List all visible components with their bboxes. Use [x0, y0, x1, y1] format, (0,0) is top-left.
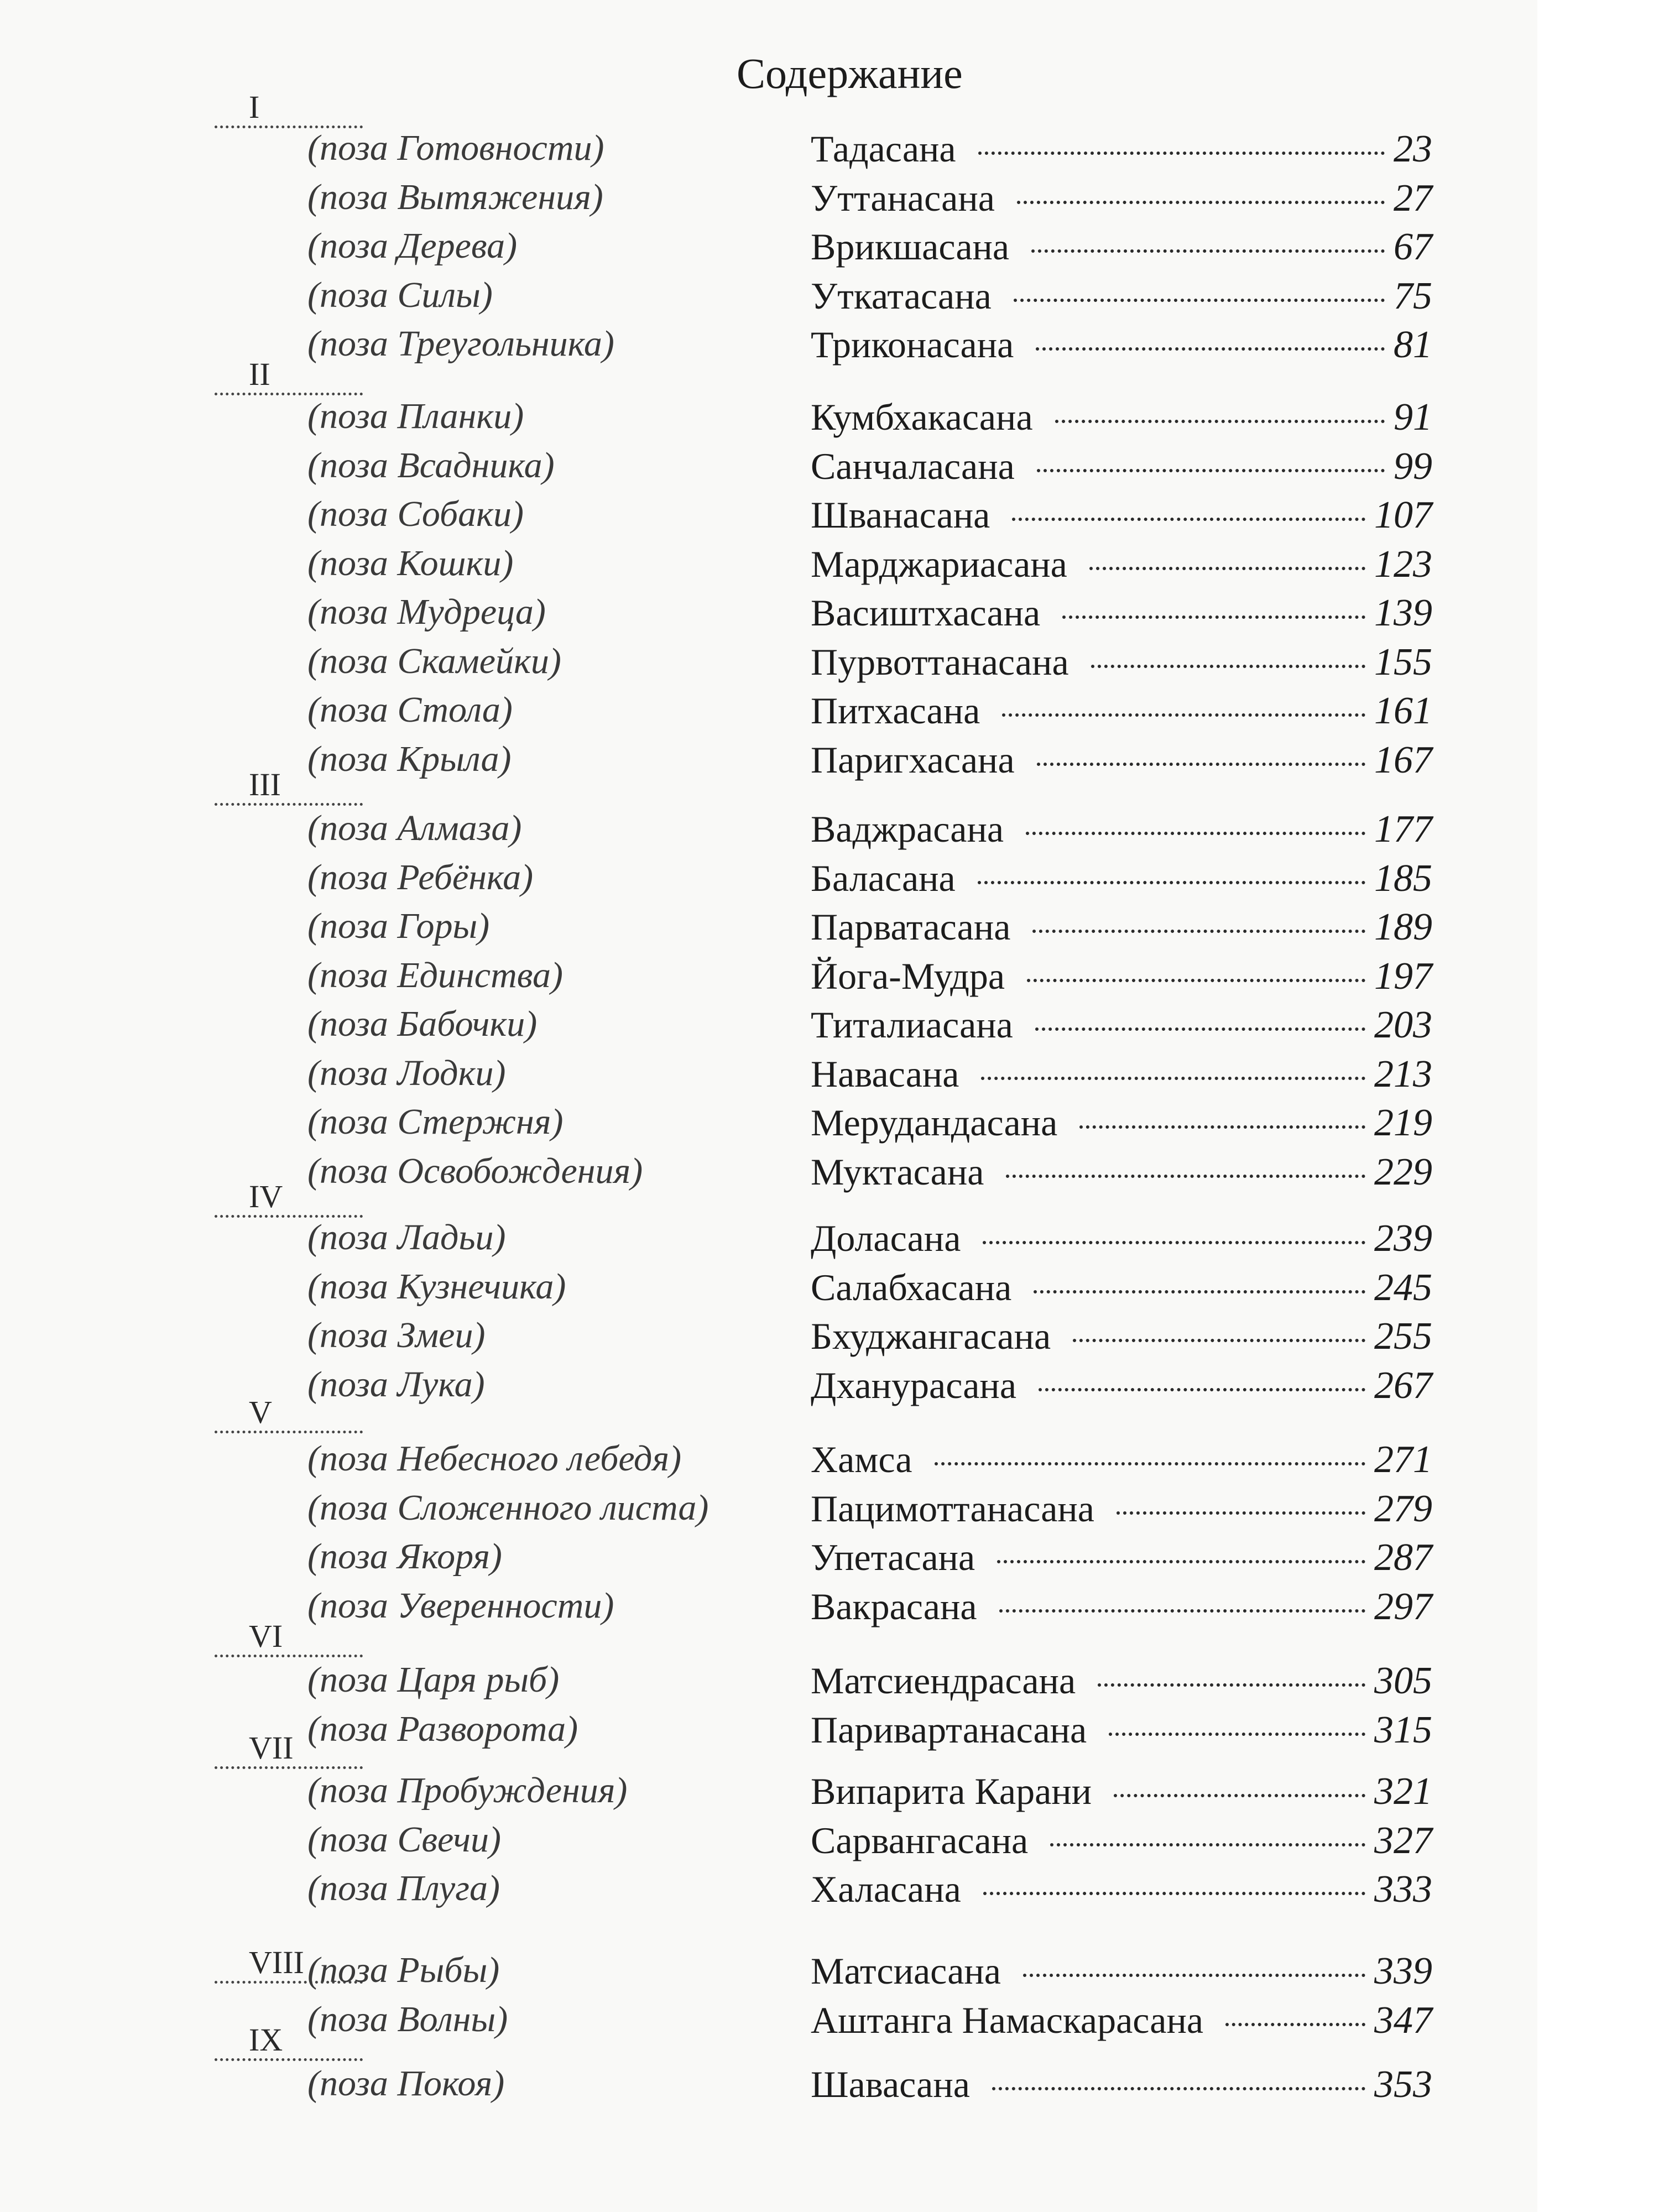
- section-heading: [215, 1620, 363, 1657]
- asana-name: Матсиасана: [811, 1950, 1001, 1992]
- toc-entry[interactable]: [0, 1314, 1537, 1363]
- asana-name: Мерудандасана: [811, 1102, 1058, 1144]
- section-number: VIII: [249, 1944, 304, 1980]
- asana-name: Доласана: [811, 1217, 961, 1259]
- pose-name: (поза Всадника): [307, 445, 555, 486]
- pose-name: (поза Скамейки): [307, 640, 561, 681]
- asana-name: Паригхасана: [811, 738, 1015, 781]
- dot-leader: [1002, 713, 1365, 717]
- page-number: 327: [1374, 1819, 1432, 1862]
- toc-entry[interactable]: [0, 591, 1537, 640]
- page-number: 297: [1374, 1585, 1432, 1628]
- pose-name: (поза Единства): [307, 954, 563, 995]
- pose-name: (поза Сложенного листа): [307, 1487, 709, 1528]
- toc-entry[interactable]: [0, 954, 1537, 1003]
- dot-leader: [1027, 979, 1365, 982]
- page-number: 229: [1374, 1150, 1432, 1193]
- pose-name: (поза Готовности): [307, 128, 604, 168]
- asana-name: Хамса: [811, 1438, 912, 1480]
- page-number: 99: [1394, 445, 1432, 488]
- dot-leader: [992, 2087, 1365, 2090]
- page-number: 91: [1394, 396, 1432, 439]
- page-number: 271: [1374, 1438, 1432, 1481]
- asana-name: Паривартанасана: [811, 1708, 1087, 1751]
- asana-name: Ваджрасана: [811, 808, 1004, 850]
- toc-entry[interactable]: [0, 689, 1537, 738]
- asana-name: Шванасана: [811, 494, 990, 536]
- asana-name: Вакрасана: [811, 1585, 977, 1627]
- section-number: VII: [249, 1730, 294, 1766]
- asana-name: Матсиендрасана: [811, 1660, 1076, 1702]
- pose-name: (поза Ребёнка): [307, 857, 534, 898]
- dot-leader: [1026, 832, 1365, 835]
- toc-entry[interactable]: [0, 1536, 1537, 1584]
- page-number: 161: [1374, 690, 1432, 732]
- pose-name: (поза Уверенности): [307, 1585, 614, 1626]
- asana-name: Титалиасана: [811, 1004, 1013, 1046]
- page-number: 189: [1374, 906, 1432, 948]
- toc-entry[interactable]: [0, 176, 1537, 225]
- toc-entry[interactable]: [0, 127, 1537, 176]
- toc-entry[interactable]: [0, 857, 1537, 905]
- toc-entry[interactable]: [0, 493, 1537, 542]
- page-number: 339: [1374, 1950, 1432, 1992]
- pose-name: (поза Собаки): [307, 494, 524, 534]
- dot-leader: [1037, 763, 1365, 766]
- dot-leader: [1225, 2023, 1365, 2026]
- toc-entry[interactable]: [0, 1659, 1537, 1708]
- toc-entry[interactable]: [0, 1003, 1537, 1052]
- pose-name: (поза Мудреца): [307, 592, 546, 632]
- page-number: 185: [1374, 857, 1432, 900]
- dot-leader: [1073, 1339, 1365, 1342]
- section-heading: [215, 766, 363, 806]
- dot-leader: [1117, 1511, 1365, 1515]
- dot-leader: [1039, 1388, 1365, 1391]
- asana-name: Пурвоттанасана: [811, 640, 1069, 683]
- toc-entry[interactable]: [0, 1770, 1537, 1818]
- asana-name: Марджариасана: [811, 542, 1067, 585]
- dot-leader: [1012, 518, 1365, 521]
- pose-name: (поза Вытяжения): [307, 176, 603, 217]
- pose-name: (поза Ладьи): [307, 1217, 506, 1258]
- toc-entry[interactable]: [0, 395, 1537, 444]
- dot-leader: [1035, 1027, 1365, 1031]
- asana-name: Бхуджангасана: [811, 1315, 1051, 1357]
- section-number: II: [249, 356, 270, 392]
- page-number: 81: [1394, 324, 1432, 366]
- pose-name: (поза Стержня): [307, 1102, 564, 1142]
- page-number: 75: [1394, 274, 1432, 317]
- pose-name: (поза Кузнечика): [307, 1266, 566, 1307]
- toc-entry[interactable]: [0, 640, 1537, 689]
- page-number: 139: [1374, 592, 1432, 634]
- pose-name: (поза Силы): [307, 274, 493, 315]
- dot-leader: [1036, 347, 1385, 351]
- dot-leader: [1034, 1290, 1365, 1293]
- pose-name: (поза Планки): [307, 396, 524, 436]
- pose-name: (поза Разворота): [307, 1708, 578, 1749]
- section-dotted-rule: [215, 1655, 363, 1657]
- toc-entry[interactable]: [0, 445, 1537, 493]
- pose-name: (поза Дерева): [307, 226, 518, 266]
- page-number: 245: [1374, 1266, 1432, 1309]
- dot-leader: [1089, 567, 1365, 570]
- toc-entry[interactable]: [0, 1944, 1537, 1998]
- dot-leader: [1023, 1974, 1365, 1977]
- pose-name: (поза Змеи): [307, 1315, 486, 1355]
- asana-name: Аштанга Намаскарасана: [811, 1999, 1204, 2041]
- pose-name: (поза Пробуждения): [307, 1770, 628, 1811]
- pose-name: (поза Треугольника): [307, 324, 614, 364]
- dot-leader: [981, 1077, 1365, 1080]
- page-number: 27: [1394, 176, 1432, 220]
- asana-name: Тадасана: [811, 128, 956, 170]
- section-dotted-rule: [215, 1431, 363, 1433]
- dot-leader: [1031, 249, 1385, 253]
- asana-name: Пацимоттанасана: [811, 1487, 1094, 1530]
- page-title: Содержание: [737, 49, 963, 97]
- pose-name: (поза Лодки): [307, 1052, 506, 1093]
- asana-name: Уткатасана: [811, 274, 992, 317]
- toc-entry[interactable]: [0, 1867, 1537, 1916]
- page-number: 219: [1374, 1102, 1432, 1144]
- section-heading: [215, 358, 363, 395]
- dot-leader: [1091, 665, 1365, 668]
- section-heading: [215, 1732, 363, 1769]
- page-number: 213: [1374, 1052, 1432, 1095]
- toc-entry[interactable]: [0, 1438, 1537, 1486]
- section-heading: [215, 1396, 363, 1433]
- pose-name: (поза Алмаза): [307, 808, 522, 848]
- pose-name: (поза Волны): [307, 1999, 508, 2039]
- asana-name: Навасана: [811, 1052, 959, 1095]
- pose-name: (поза Плуга): [307, 1868, 500, 1908]
- page-number: 279: [1374, 1487, 1432, 1530]
- page-number: 353: [1374, 2063, 1432, 2106]
- section-number: VI: [249, 1618, 283, 1654]
- asana-name: Дханурасана: [811, 1364, 1017, 1406]
- toc-entry[interactable]: [0, 225, 1537, 274]
- dot-leader: [935, 1462, 1365, 1465]
- page-number: 23: [1394, 128, 1432, 170]
- pose-name: (поза Бабочки): [307, 1004, 538, 1044]
- asana-name: Парватасана: [811, 906, 1011, 948]
- asana-name: Питхасана: [811, 690, 980, 732]
- toc-entry[interactable]: [0, 274, 1537, 323]
- toc-entry[interactable]: [0, 1217, 1537, 1265]
- toc-entry[interactable]: [0, 542, 1537, 591]
- asana-name: Шавасана: [811, 2063, 970, 2105]
- pose-name: (поза Небесного лебедя): [307, 1438, 682, 1479]
- dot-leader: [1017, 201, 1385, 204]
- page-number: 203: [1374, 1004, 1432, 1046]
- page-number: 67: [1394, 226, 1432, 268]
- dot-leader: [983, 1892, 1365, 1895]
- section-heading: [215, 91, 363, 128]
- section-dotted-rule: [215, 803, 363, 806]
- asana-name: Баласана: [811, 857, 956, 899]
- pose-name: (поза Кошки): [307, 542, 514, 583]
- asana-name: Васиштхасана: [811, 592, 1041, 634]
- dot-leader: [1079, 1125, 1365, 1129]
- pose-name: (поза Горы): [307, 906, 490, 946]
- section-number: III: [249, 766, 281, 802]
- section-number: I: [249, 89, 260, 125]
- dot-leader: [1098, 1683, 1365, 1687]
- section-number: V: [249, 1394, 272, 1430]
- dot-leader: [1032, 930, 1365, 933]
- asana-name: Упетасана: [811, 1536, 975, 1578]
- asana-name: Сарвангасана: [811, 1819, 1029, 1861]
- dot-leader: [1006, 1175, 1365, 1178]
- dot-leader: [978, 881, 1365, 884]
- page-number: 315: [1374, 1708, 1432, 1751]
- pose-name: (поза Якоря): [307, 1536, 502, 1577]
- page-number: 107: [1374, 494, 1432, 536]
- page-number: 197: [1374, 954, 1432, 998]
- toc-entry[interactable]: [0, 1487, 1537, 1536]
- asana-name: Кумбхакасана: [811, 396, 1033, 438]
- pose-name: (поза Покоя): [307, 2063, 505, 2104]
- dot-leader: [999, 1609, 1365, 1613]
- section-dotted-rule: [215, 2058, 363, 2061]
- section-number: IX: [249, 2022, 283, 2058]
- toc-entry[interactable]: [0, 807, 1537, 856]
- page-number: 155: [1374, 640, 1432, 684]
- page-number: 267: [1374, 1364, 1432, 1407]
- pose-name: (поза Лука): [307, 1364, 485, 1405]
- asana-name: Уттанасана: [811, 176, 995, 219]
- section-heading: [215, 1178, 363, 1218]
- dot-leader: [983, 1241, 1365, 1244]
- page-number: 287: [1374, 1536, 1432, 1579]
- pose-name: (поза Свечи): [307, 1819, 501, 1860]
- dot-leader: [1014, 299, 1385, 302]
- toc-entry[interactable]: [0, 1266, 1537, 1314]
- asana-name: Муктасана: [811, 1150, 984, 1193]
- toc-entry[interactable]: [0, 2063, 1537, 2111]
- pose-name: (поза Царя рыб): [307, 1660, 560, 1700]
- toc-entry[interactable]: [0, 905, 1537, 954]
- toc-entry[interactable]: [0, 1052, 1537, 1101]
- dot-leader: [1062, 615, 1365, 619]
- section-number: IV: [249, 1178, 283, 1214]
- section-heading: [215, 2024, 363, 2061]
- asana-name: Йога-Мудра: [811, 954, 1005, 997]
- page-number: 305: [1374, 1660, 1432, 1702]
- page-number: 333: [1374, 1868, 1432, 1911]
- dot-leader: [1037, 469, 1385, 472]
- page-number: 167: [1374, 738, 1432, 781]
- dot-leader: [1114, 1794, 1365, 1797]
- page-number: 177: [1374, 808, 1432, 851]
- dot-leader: [1109, 1733, 1365, 1736]
- pose-name: (поза Рыбы): [307, 1950, 500, 1990]
- asana-name: Санчаласана: [811, 445, 1015, 487]
- pose-name: (поза Крыла): [307, 738, 512, 779]
- toc-entry[interactable]: [0, 1101, 1537, 1150]
- dot-leader: [978, 152, 1385, 155]
- dot-leader: [1050, 1843, 1365, 1846]
- page-number: 347: [1374, 1999, 1432, 2042]
- page-number: 239: [1374, 1217, 1432, 1260]
- page-number: 321: [1374, 1770, 1432, 1813]
- dot-leader: [1055, 420, 1385, 423]
- asana-name: Салабхасана: [811, 1266, 1012, 1308]
- asana-name: Врикшасана: [811, 226, 1010, 268]
- section-dotted-rule: [215, 1766, 363, 1769]
- dot-leader: [997, 1560, 1365, 1563]
- pose-name: (поза Освобождения): [307, 1150, 643, 1191]
- asana-name: Триконасана: [811, 324, 1014, 366]
- page-number: 123: [1374, 542, 1432, 586]
- asana-name: Халасана: [811, 1868, 961, 1910]
- pose-name: (поза Стола): [307, 690, 513, 730]
- asana-name: Випарита Карани: [811, 1770, 1092, 1812]
- toc-entry[interactable]: [0, 1819, 1537, 1867]
- page-number: 255: [1374, 1315, 1432, 1358]
